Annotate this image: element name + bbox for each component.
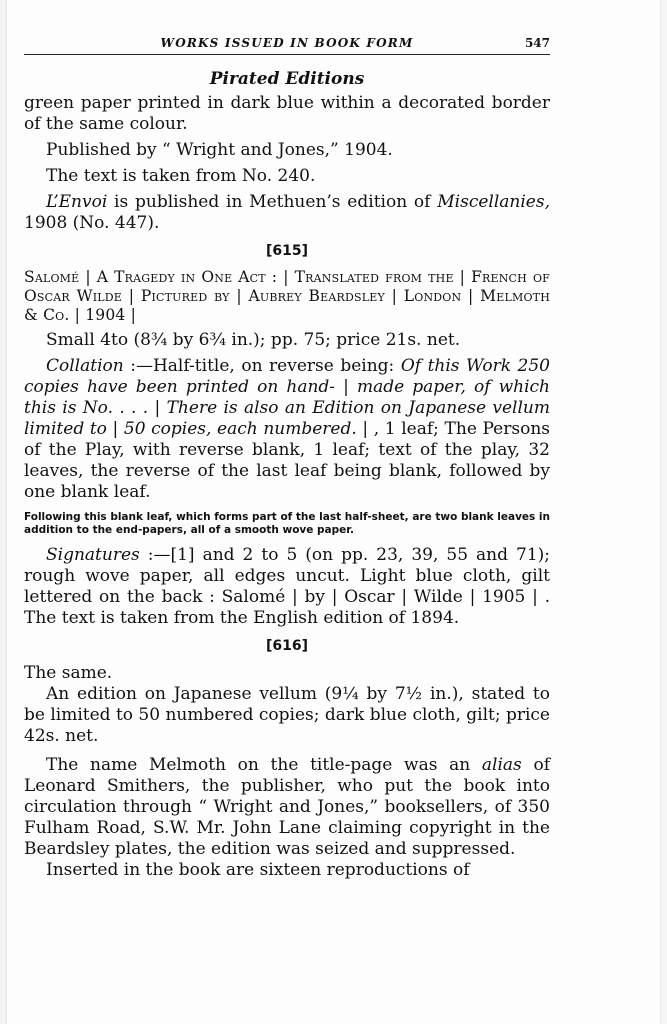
entry-616-same: The same.: [24, 663, 113, 683]
signatures-label: Signatures: [46, 545, 140, 565]
signatures-text: :—[1] and 2 to 5 (on pp. 23, 39, 55 and 71); rough wove paper, all edges uncut. Light blue cloth, gilt lettered on the back : Salomé | by | Oscar | Wilde | 1905 | . The text is taken from the English edition of 1894.: [24, 545, 550, 628]
miscellanies-title: Miscellanies,: [437, 192, 550, 212]
page-number: 547: [524, 36, 550, 50]
entry-616-description: An edition on Japanese vellum (9¼ by 7½ in.), stated to be limited to 50 numbered copies; dark blue cloth, gilt; price 42s. net.: [24, 684, 550, 746]
melmoth-text-2: of Leonard Smithers, the publisher, who put the book into circulation through “ Wright and Jones,” booksellers, of 350 Fulham Road, S.W. Mr. John Lane claiming copyright in the Beardsley plates, the edition was seized and suppressed.: [24, 755, 550, 859]
page-content: [24, 32, 550, 881]
collation-italic: Of this Work 250 copies have been printed on hand- | made paper, of which this is No. . . . | There is also an Edition on Japanese vellum limited to | 50 copies, each numbered.: [24, 356, 550, 439]
section-title: Pirated Editions: [209, 69, 365, 89]
collation-label: Collation: [46, 356, 124, 376]
lenvoi-title: L’Envoi: [46, 192, 108, 212]
lenvoi-text-2: 1908 (No. 447).: [24, 213, 160, 233]
entry-number-615: [615]: [265, 243, 309, 259]
paragraph-continued: green paper printed in dark blue within a decorated border of the same colour.: [24, 93, 550, 134]
entry-615-note: Following this blank leaf, which forms part of the last half-sheet, are two blank leaves in addition to the end-papers, all of a smooth wove paper.: [24, 511, 551, 536]
entry-615-format: Small 4to (8¾ by 6¾ in.); pp. 75; price 21s. net.: [46, 330, 461, 350]
collation-text-2: | , 1 leaf; The Persons of the Play, with reverse blank, 1 leaf; text of the play, 32 leaves, the reverse of the last leaf being blank, followed by one blank leaf.: [24, 419, 550, 502]
collation-text-1: :—Half-title, on reverse being:: [123, 356, 401, 376]
running-title: WORKS ISSUED IN BOOK FORM: [160, 36, 414, 50]
page-header: [24, 32, 550, 55]
entry-615-collation: [24, 356, 550, 503]
entry-number-616: [616]: [265, 638, 309, 654]
melmoth-text-1: The name Melmoth on the title-page was an: [46, 755, 482, 775]
page-left-edge: [0, 0, 7, 1024]
paragraph-publisher: Published by “ Wright and Jones,” 1904.: [46, 140, 393, 160]
lenvoi-text-1: is published in Methuen’s edition of: [107, 192, 438, 212]
entry-616-inserted: Inserted in the book are sixteen reproductions of: [46, 860, 470, 880]
alias-word: alias: [481, 755, 522, 775]
entry-615-title: Salomé | A Tragedy in One Act : | Translated from the | French of Oscar Wilde | Pictured by | Aubrey Beardsley | London | Melmoth & Co. | 1904 |: [24, 268, 550, 324]
entry-616-melmoth: [24, 755, 550, 860]
page-right-edge: [660, 0, 667, 1024]
entry-615-signatures: [24, 545, 550, 629]
paragraph-lenvoi: [24, 192, 550, 234]
paragraph-text-source: The text is taken from No. 240.: [46, 166, 316, 186]
